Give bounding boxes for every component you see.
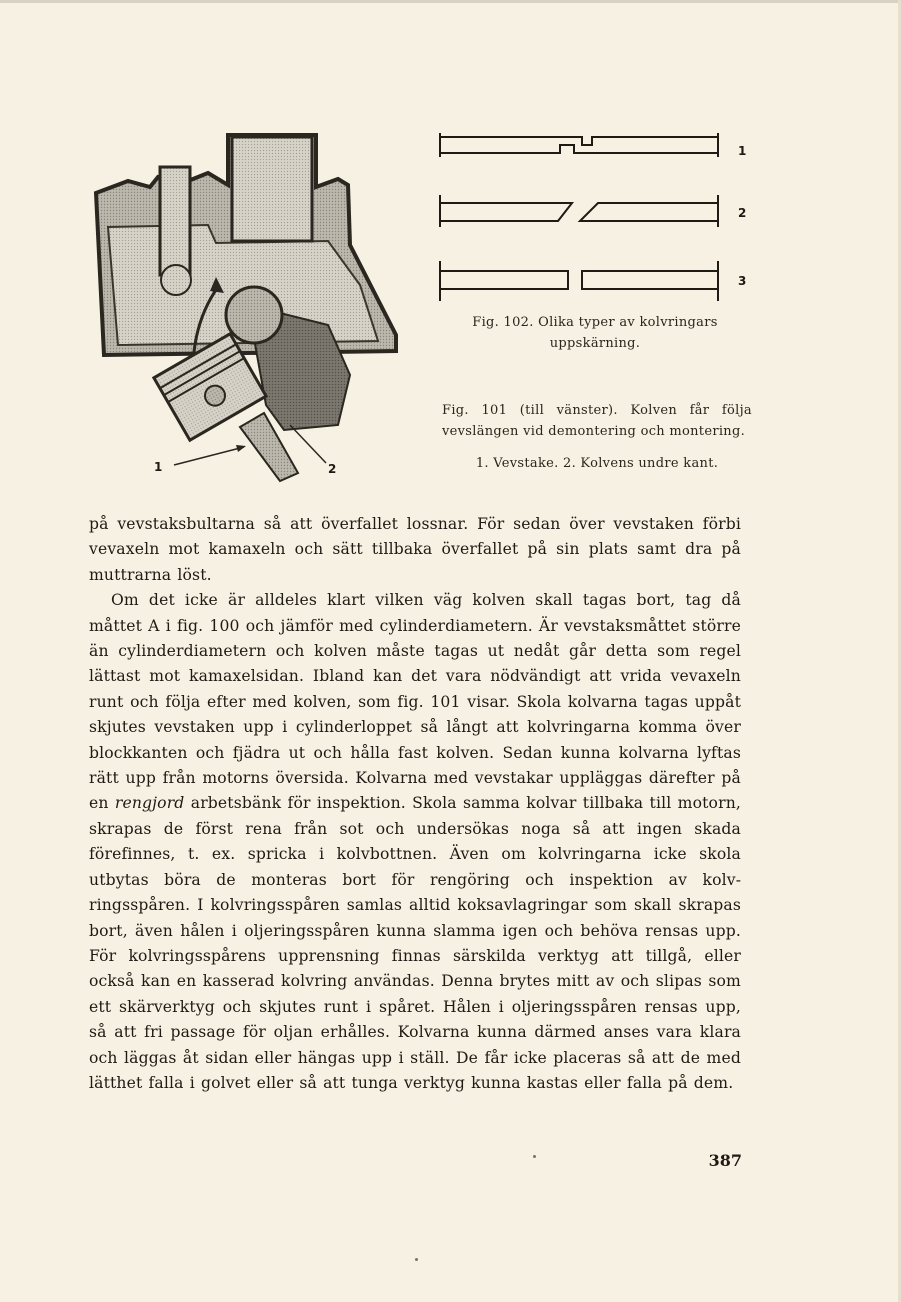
valve-circle [161,265,191,295]
caption-line: vevslängen vid demontering och montering. [442,424,746,439]
page-edge [0,0,901,3]
figure-101-legend: 1. Vevstake. 2. Kolvens undre kant. [475,456,719,471]
paper-speck [415,1258,418,1261]
caption-line: uppskärning. [549,336,641,351]
ring-cut-type-1 [440,133,718,157]
ring-cut-type-2 [440,195,718,227]
paragraph-text: Om det icke är alldeles klart vilken väg kolven skall tagas bort, tag då måttet A i fig. 100 och jämför med cylinderdiametern. Är vevstaksmåttet större än cylinderdiametern och kolven måste tagas ut nedåt går detta som regel lättast mot kamaxelsidan. Ibland kan det vara nödvändigt att vrida vevaxeln runt och följa efter med kolven, som fig. 101 visar. Skola kolvarna tagas uppåt skjutes vevstaken upp i cylinderloppet så långt att kolvringarna komma över blockkanten och fjädra ut och hålla fast kolven. Sedan kunna kolvarna lyftas rätt upp från motorns översida. Kolvarna med vevstakar uppläggas därefter på en [89,591,741,813]
paragraph-text: arbetsbänk för inspektion. Skola samma kolvar tillbaka till motorn, skrapas de först rena från sot och undersökas noga så att ingen skada förefinnes, t. ex. spricka i kolvbottnen. Även om kolvringarna icke skola utbytas böra de monteras bort för rengöring och inspektion av kolvringsspåren. I kolvringsspåren samlas alltid koksavlagringar som skall skrapas bort, även hålen i oljeringsspåren kunna slamma igen och behöva rensas upp. För kolvringsspårens upprensning finnas särskilda verktyg att tillgå, eller också kan en kasserad kolvring användas. Denna brytes mitt av och slipas som ett skärverktyg och skjutes runt i spåret. Hålen i oljeringsspåren rensas upp, så att fri passage för oljan erhålles. Kolvarna kunna därmed anses vara klara och läggas åt sidan eller hängas upp i ställ. De får icke placeras så att de med lätthet falla i golvet eller så att tunga verktyg kunna kastas eller falla på dem. [89,794,742,1092]
figure-101-illustration [88,125,408,485]
caption-line: Fig. 102. Olika typer av kolvringars [472,315,718,330]
body-text [89,512,741,1096]
figure-101-label-1: 1 [154,460,163,474]
caption-line: Fig. 101 (till vänster). Kolven får följa [442,403,752,418]
figure-102-caption [440,312,750,354]
ring-cut-type-3 [440,261,718,301]
emphasis-text: rengjord [114,794,185,813]
ring-label-3: 3 [738,274,747,288]
ring-label-1: 1 [738,144,747,158]
page-number: 387 [708,1151,742,1170]
paragraph [89,588,741,1096]
figure-102-ring-cuts [430,125,760,310]
figure-101-label-2: 2 [328,462,337,476]
ring-label-2: 2 [738,206,747,220]
paper-speck [533,1155,536,1158]
paragraph: på vevstaksbultarna så att överfallet lossnar. För sedan över vevstaken förbi vevaxeln mot kamaxeln och sätt tillbaka överfallet på sin plats samt dra på muttrarna löst. [89,515,741,584]
figure-101-caption [442,400,752,442]
